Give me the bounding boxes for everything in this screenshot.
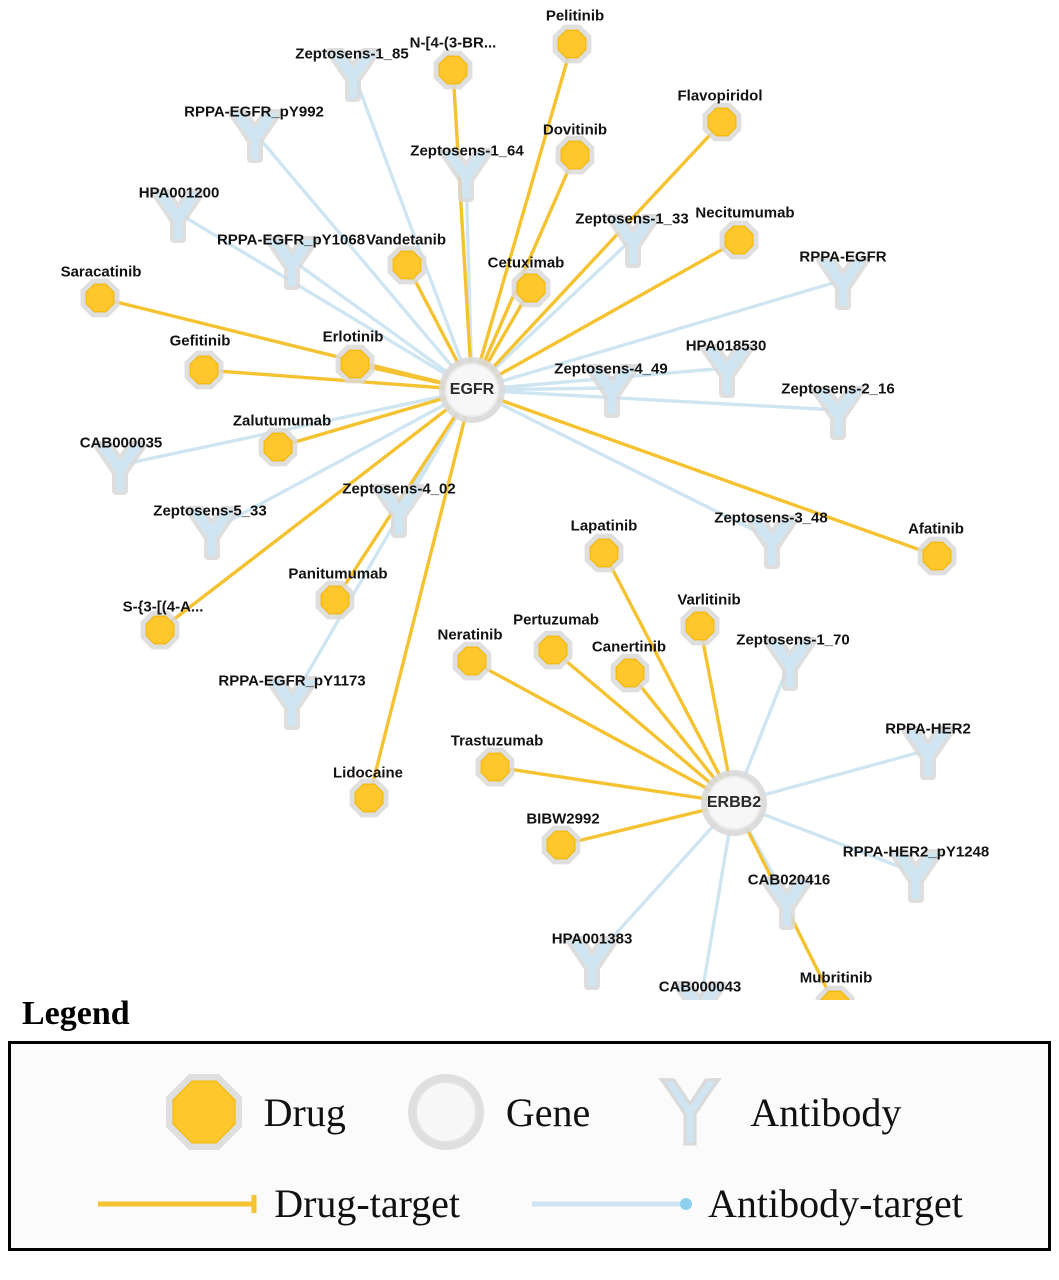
drug-glyph <box>481 753 509 781</box>
legend-item-drug <box>158 1066 346 1158</box>
drug-glyph <box>616 659 644 687</box>
antibody-glyph <box>569 940 615 986</box>
antibody-label: RPPA-EGFR_pY1068 <box>216 231 366 249</box>
gene-node[interactable] <box>701 770 767 836</box>
drug-label: Cetuximab <box>487 254 565 272</box>
drug-glyph <box>264 433 292 461</box>
gene-glyph <box>446 364 498 416</box>
antibody-glyph <box>443 152 489 198</box>
drug-label: Lapatinib <box>570 517 638 535</box>
drug-node[interactable] <box>141 611 180 650</box>
drug-node[interactable] <box>553 25 592 64</box>
drug-label: Vandetanib <box>365 231 447 249</box>
drug-glyph <box>86 284 114 312</box>
legend-item-gene <box>400 1066 590 1158</box>
drug-label: Erlotinib <box>322 328 384 346</box>
legend-label-drug-target: Drug-target <box>274 1181 461 1226</box>
drug-label: Afatinib <box>908 520 964 538</box>
antibody-glyph <box>269 240 315 286</box>
legend-item-antibody-target <box>530 1180 963 1227</box>
antibody-glyph <box>97 445 143 491</box>
antibody-node[interactable] <box>269 240 315 286</box>
antibody-label: Zeptosens-1_70 <box>736 631 850 649</box>
legend-box <box>8 1041 1051 1251</box>
antibody-glyph <box>820 260 866 306</box>
antibody-node[interactable] <box>330 52 376 98</box>
drug-glyph <box>341 350 369 378</box>
drug-node[interactable] <box>556 136 595 175</box>
nodes-group <box>81 25 957 1000</box>
drug-glyph <box>190 356 218 384</box>
antibody-node[interactable] <box>269 680 315 726</box>
drug-node[interactable] <box>185 351 224 390</box>
antibody-label: Zeptosens-1_33 <box>575 210 689 228</box>
drug-node[interactable] <box>259 428 298 467</box>
drug-node[interactable] <box>703 103 742 142</box>
antibody-glyph <box>269 680 315 726</box>
antibody-node[interactable] <box>97 445 143 491</box>
drug-label: N-[4-(3-BR... <box>409 34 497 52</box>
antibody-label: RPPA-EGFR_pY992 <box>184 103 324 121</box>
antibody-node[interactable] <box>569 940 615 986</box>
drug-label: Lidocaine <box>332 764 404 782</box>
legend-edge-row <box>11 1180 1048 1227</box>
drug-glyph <box>439 56 467 84</box>
drug-label: Panitumumab <box>288 565 388 583</box>
antibody-label: RPPA-EGFR_pY1173 <box>218 672 366 690</box>
drug-label: Pelitinib <box>545 7 605 25</box>
antibody-node[interactable] <box>749 519 795 565</box>
antibody-glyph <box>189 510 235 556</box>
antibody-target-edge <box>472 390 838 410</box>
drug-node[interactable] <box>388 246 427 285</box>
antibody-target-edge-icon <box>530 1191 698 1217</box>
antibody-glyph <box>330 52 376 98</box>
drug-label: Mubritinib <box>799 969 873 987</box>
antibody-label: CAB000035 <box>79 434 163 452</box>
antibody-target-edge <box>472 390 772 539</box>
antibody-node[interactable] <box>820 260 866 306</box>
antibody-label: HPA001383 <box>551 930 633 948</box>
antibody-label: Zeptosens-2_16 <box>781 380 895 398</box>
antibody-glyph <box>749 519 795 565</box>
drug-node[interactable] <box>611 654 650 693</box>
gene-label: EGFR <box>449 381 495 398</box>
antibody-label: HPA018530 <box>685 337 767 355</box>
drug-node[interactable] <box>542 826 581 865</box>
drug-label: Varlitinib <box>677 591 741 609</box>
drug-glyph <box>923 542 951 570</box>
antibody-label: Zeptosens-5_33 <box>153 502 267 520</box>
antibody-label: CAB000043 <box>658 978 742 996</box>
legend-label-antibody: Antibody <box>750 1089 902 1135</box>
drug-label: BIBW2992 <box>526 810 600 828</box>
antibody-glyph <box>764 880 810 926</box>
drug-label: Necitumumab <box>695 204 795 222</box>
drug-node[interactable] <box>512 269 551 308</box>
drug-node[interactable] <box>918 537 957 576</box>
legend-item-drug-target <box>96 1180 460 1227</box>
antibody-glyph <box>155 193 201 239</box>
antibody-node[interactable] <box>815 390 861 436</box>
antibody-label: HPA001200 <box>138 184 220 202</box>
drug-glyph <box>708 108 736 136</box>
gene-icon <box>400 1066 492 1158</box>
drug-node[interactable] <box>81 279 120 318</box>
drug-glyph <box>539 636 567 664</box>
legend-label-antibody-target: Antibody-target <box>708 1181 963 1226</box>
legend-node-row <box>11 1044 1048 1158</box>
antibody-glyph <box>893 853 939 899</box>
drug-glyph <box>561 141 589 169</box>
drug-target-edge-icon <box>96 1191 264 1217</box>
antibody-node[interactable] <box>610 218 656 264</box>
legend-label-drug: Drug <box>263 1089 346 1135</box>
drug-icon <box>158 1066 250 1158</box>
antibody-node[interactable] <box>767 641 813 687</box>
drug-glyph <box>393 251 421 279</box>
drug-label: S-{3-[(4-A... <box>122 598 204 616</box>
antibody-glyph <box>767 641 813 687</box>
drug-glyph <box>547 831 575 859</box>
antibody-label: Zeptosens-3_48 <box>714 509 828 527</box>
drug-node[interactable] <box>585 534 624 573</box>
antibody-label: CAB020416 <box>747 871 831 889</box>
antibody-label: RPPA-EGFR <box>799 248 887 266</box>
antibody-glyph <box>610 218 656 264</box>
drug-node[interactable] <box>350 779 389 818</box>
drug-node[interactable] <box>453 642 492 681</box>
drug-glyph <box>686 612 714 640</box>
antibody-icon <box>644 1066 736 1158</box>
drug-node[interactable] <box>336 345 375 384</box>
drug-glyph <box>558 30 586 58</box>
legend <box>8 995 1051 1251</box>
antibody-node[interactable] <box>443 152 489 198</box>
antibody-target-edge <box>353 72 472 390</box>
legend-title: Legend <box>22 995 130 1032</box>
antibody-node[interactable] <box>893 853 939 899</box>
drug-target-edge <box>472 390 937 556</box>
drug-glyph <box>517 274 545 302</box>
drug-glyph <box>146 616 174 644</box>
drug-node[interactable] <box>534 631 573 670</box>
drug-label: Saracatinib <box>60 263 142 281</box>
antibody-label: RPPA-HER2_pY1248 <box>842 843 990 861</box>
gene-node[interactable] <box>439 357 505 423</box>
gene-glyph <box>708 777 760 829</box>
drug-glyph <box>458 647 486 675</box>
antibody-node[interactable] <box>189 510 235 556</box>
antibody-label: Zeptosens-1_64 <box>410 142 524 160</box>
gene-label: ERBB2 <box>706 794 762 811</box>
drug-label: Dovitinib <box>542 121 608 139</box>
drug-label: Gefitinib <box>169 332 231 350</box>
drug-label: Neratinib <box>437 626 503 644</box>
drug-label: Trastuzumab <box>450 732 544 750</box>
drug-glyph <box>321 586 349 614</box>
drug-node[interactable] <box>720 221 759 260</box>
drug-node[interactable] <box>681 607 720 646</box>
drug-glyph <box>355 784 383 812</box>
antibody-glyph <box>589 368 635 414</box>
antibody-node[interactable] <box>589 368 635 414</box>
drug-node[interactable] <box>316 581 355 620</box>
antibody-label: Zeptosens-4_49 <box>554 360 668 378</box>
antibody-node[interactable] <box>155 193 201 239</box>
drug-glyph <box>725 226 753 254</box>
drug-label: Canertinib <box>591 638 667 656</box>
antibody-label: RPPA-HER2 <box>885 720 971 738</box>
drug-label: Zalutumumab <box>232 412 332 430</box>
drug-node[interactable] <box>476 748 515 787</box>
drug-label: Pertuzumab <box>513 611 599 629</box>
legend-label-gene: Gene <box>505 1089 591 1135</box>
antibody-label: Zeptosens-1_85 <box>295 45 409 63</box>
antibody-label: Zeptosens-4_02 <box>342 480 456 498</box>
legend-item-antibody <box>644 1066 901 1158</box>
antibody-node[interactable] <box>764 880 810 926</box>
drug-glyph <box>590 539 618 567</box>
drug-target-edge <box>369 390 472 798</box>
antibody-glyph <box>815 390 861 436</box>
drug-node[interactable] <box>434 51 473 90</box>
drug-label: Flavopiridol <box>677 87 763 105</box>
